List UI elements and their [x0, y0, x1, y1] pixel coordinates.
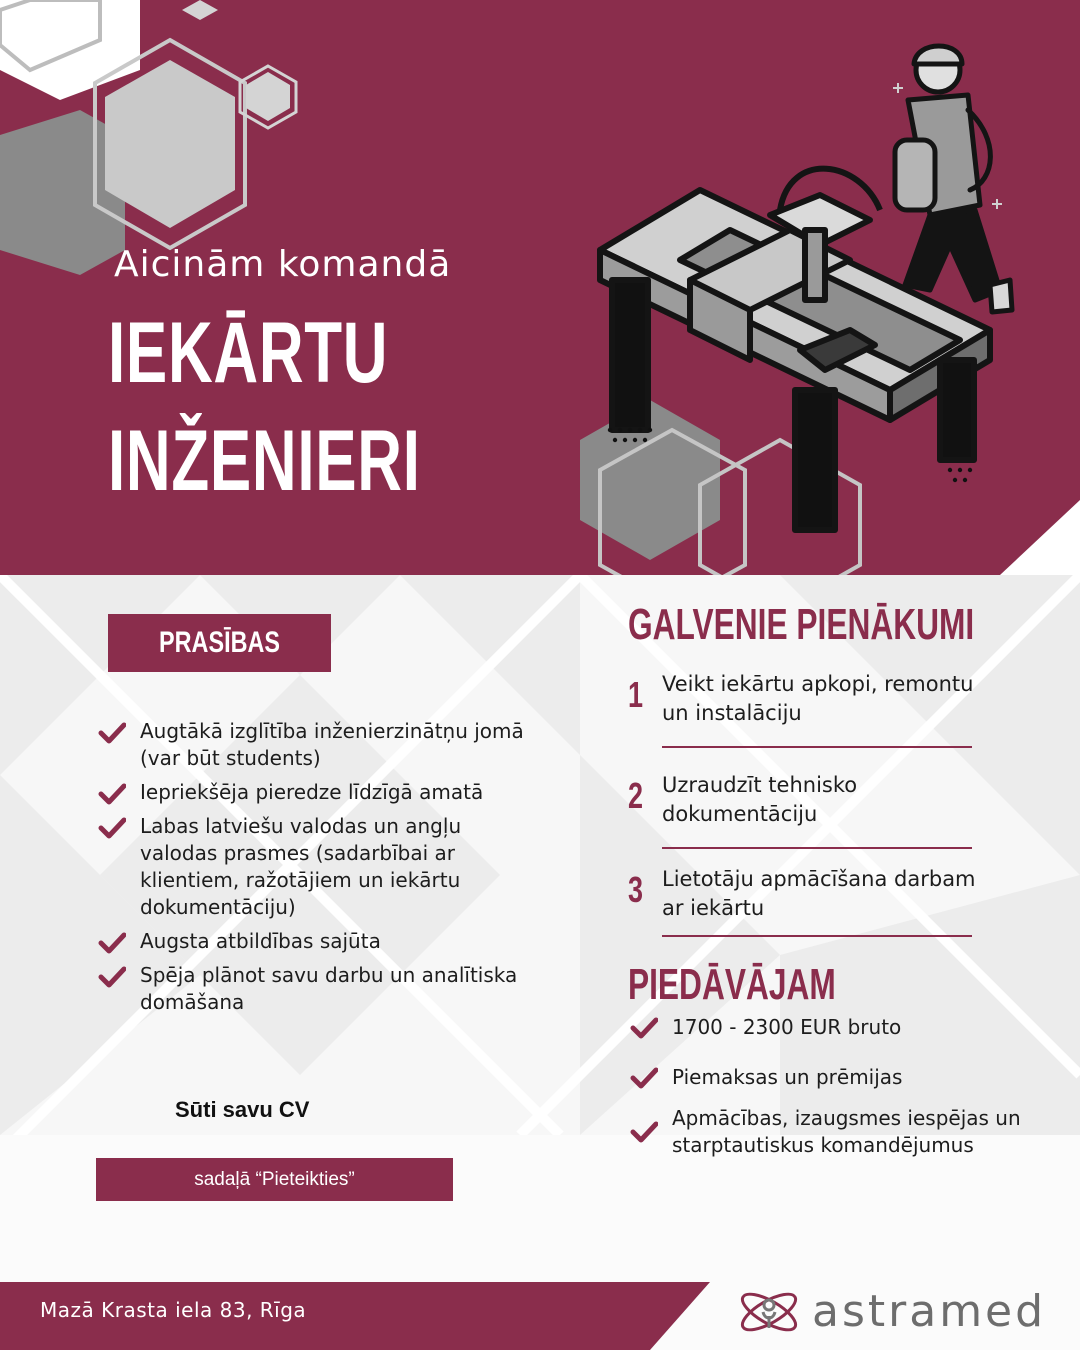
divider — [662, 935, 972, 937]
list-item — [98, 779, 538, 806]
checkmark-icon — [630, 1017, 658, 1039]
hero-banner — [0, 0, 1080, 575]
requirements-list — [98, 718, 538, 1023]
checkmark-icon — [98, 783, 126, 805]
checkmark-icon — [98, 722, 126, 744]
list-item — [98, 813, 538, 921]
list-item — [98, 962, 538, 1016]
hero-title-line2: INŽENIERI — [108, 413, 421, 509]
checkmark-icon — [630, 1067, 658, 1089]
list-item — [628, 1105, 1068, 1159]
duty-text: Veikt iekārtu apkopi, remontu un instalāciju — [662, 672, 974, 725]
requirements-title: PRASĪBAS — [159, 626, 280, 659]
duty-number: 1 — [628, 674, 644, 715]
apply-button[interactable]: sadaļā “Pieteikties” — [96, 1158, 453, 1201]
duty-text: Lietotāju apmācīšana darbam ar iekārtu — [662, 867, 976, 920]
checkmark-icon — [630, 1121, 658, 1143]
offer-title: PIEDĀVĀJAM — [628, 960, 836, 1009]
requirement-text: Iepriekšēja pieredze līdzīgā amatā — [140, 780, 484, 804]
offer-text: Apmācības, izaugsmes iespējas un starptautiskus komandējumus — [672, 1106, 1021, 1157]
checkmark-icon — [98, 966, 126, 988]
list-item — [98, 928, 538, 955]
duty-text: Uzraudzīt tehnisko dokumentāciju — [662, 773, 858, 826]
requirement-text: Augtākā izglītība inženierzinātņu jomā (var būt students) — [140, 719, 524, 770]
list-item — [628, 1064, 1068, 1091]
address-text: Mazā Krasta iela 83, Rīga — [40, 1298, 307, 1322]
logo-text: astramed — [812, 1286, 1047, 1337]
offer-text: Piemaksas un prēmijas — [672, 1065, 903, 1089]
offer-text: 1700 - 2300 EUR bruto — [672, 1015, 902, 1039]
duties-title: GALVENIE PIENĀKUMI — [628, 600, 975, 649]
checkmark-icon — [98, 817, 126, 839]
hero-title-line1: IEKĀRTU — [108, 305, 389, 401]
requirement-text: Spēja plānot savu darbu un analītiska domāšana — [140, 963, 518, 1014]
divider — [662, 847, 972, 849]
requirement-text: Augsta atbildības sajūta — [140, 929, 381, 953]
list-item — [628, 1014, 1068, 1041]
duty-number: 2 — [628, 775, 644, 816]
checkmark-icon — [98, 932, 126, 954]
requirement-text: Labas latviešu valodas un angļu valodas prasmes (sadarbībai ar klientiem, ražotājiem un iekārtu dokumentāciju) — [140, 814, 462, 919]
hero-subtitle: Aicinām komandā — [114, 244, 452, 285]
offer-list — [628, 1014, 1068, 1159]
send-cv-text: Sūti savu CV — [175, 1097, 310, 1122]
duty-number: 3 — [628, 869, 644, 910]
requirements-header — [108, 614, 331, 672]
list-item — [98, 718, 538, 772]
divider — [662, 746, 972, 748]
